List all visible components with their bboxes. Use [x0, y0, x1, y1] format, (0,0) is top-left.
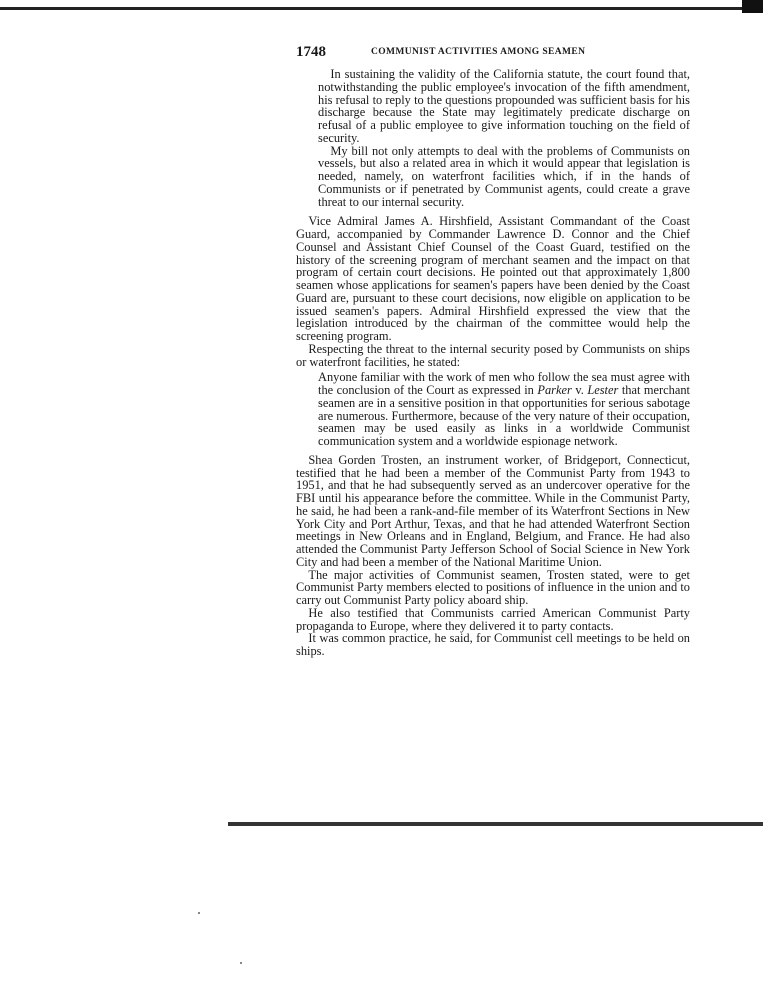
- body-paragraph: The major activities of Communist seamen, Trosten stated, were to get Communist Party members elected to positions of influence in the union and to carry out Communist Party policy aboard ship.: [296, 567, 690, 607]
- scan-top-rule: [0, 7, 763, 10]
- body-paragraph: It was common practice, he said, for Communist cell meetings to be held on ships.: [296, 631, 690, 658]
- scan-bottom-rule: [228, 822, 763, 826]
- block-quote: [296, 371, 690, 448]
- body-paragraph: Shea Gorden Trosten, an instrument worker, of Bridgeport, Connecticut, testified that he had been a member of the Communist Party from 1943 to 1951, and that he had subsequently served as an undercover operative for the FBI until his appearance before the committee. While in the Communist Party, he said, he had been a rank-and-file member of its Waterfront Sections in New York City and Port Arthur, Texas, and that he had attended Waterfront Section meetings in New Orleans and in England, Belgium, and France. He had also attended the Communist Party Jefferson School of Social Science in New York City and had been a member of the National Maritime Union.: [296, 452, 690, 569]
- running-header: [296, 44, 690, 68]
- body-paragraph: Respecting the threat to the internal security posed by Communists on ships or waterfront facilities, he stated:: [296, 341, 690, 369]
- body-paragraph: He also testified that Communists carried American Communist Party propaganda to Europe, where they delivered it to party contacts.: [296, 605, 690, 633]
- body-paragraph: My bill not only attempts to deal with the problems of Communists on vessels, but also a related area in which it would appear that legislation is needed, namely, on waterfront facilities which, if in the hands of Communists or if penetrated by Communist agents, could create a grave threat to our internal security.: [318, 143, 690, 209]
- block-quote-text: [318, 371, 690, 448]
- quote-text-after-case: that merchant seamen are in a sensitive position in that opportunities for serious sabotage are numerous. Furthermore, because of the very nature of their occupation, seamen may be used easily as links in a worldwide Communist communication system and a worldwide espionage network.: [318, 383, 691, 448]
- case-defendant: Lester: [587, 383, 619, 397]
- quote-text-before-case: Anyone familiar with the work of men who follow the sea must agree with the conclusion of the Court as expressed in: [318, 370, 690, 397]
- document-page: [296, 44, 690, 658]
- case-plaintiff: Parker: [537, 383, 572, 397]
- quoted-statement: [296, 68, 690, 208]
- body-paragraph: Vice Admiral James A. Hirshfield, Assistant Commandant of the Coast Guard, accompanied by Commander Lawrence D. Connor and the Chief Counsel and Assistant Chief Counsel of the Coast Guard, testified on the history of the screening program of merchant seamen and the impact on that program of certain court decisions. He pointed out that approximately 1,800 seamen whose applications for seamen's papers have been denied by the Coast Guard are, pursuant to these court decisions, now eligible on application to be issued seamen's papers. Admiral Hirshfield expressed the view that the legislation introduced by the chairman of the committee would help the screening program.: [296, 214, 690, 343]
- page-number: 1748: [296, 44, 326, 60]
- running-title: COMMUNIST ACTIVITIES AMONG SEAMEN: [371, 47, 586, 57]
- body-paragraph: In sustaining the validity of the California statute, the court found that, notwithstanding the public employee's invocation of the fifth amendment, his refusal to reply to the questions propounded was sufficient basis for his discharge because the State may legitimately predicate discharge on refusal of a public employee to give information touching on the field of security.: [318, 67, 690, 145]
- scan-speck: [240, 962, 242, 964]
- case-versus: v.: [571, 383, 588, 397]
- scan-speck: [198, 912, 200, 914]
- scan-top-corner-mark: [742, 0, 763, 13]
